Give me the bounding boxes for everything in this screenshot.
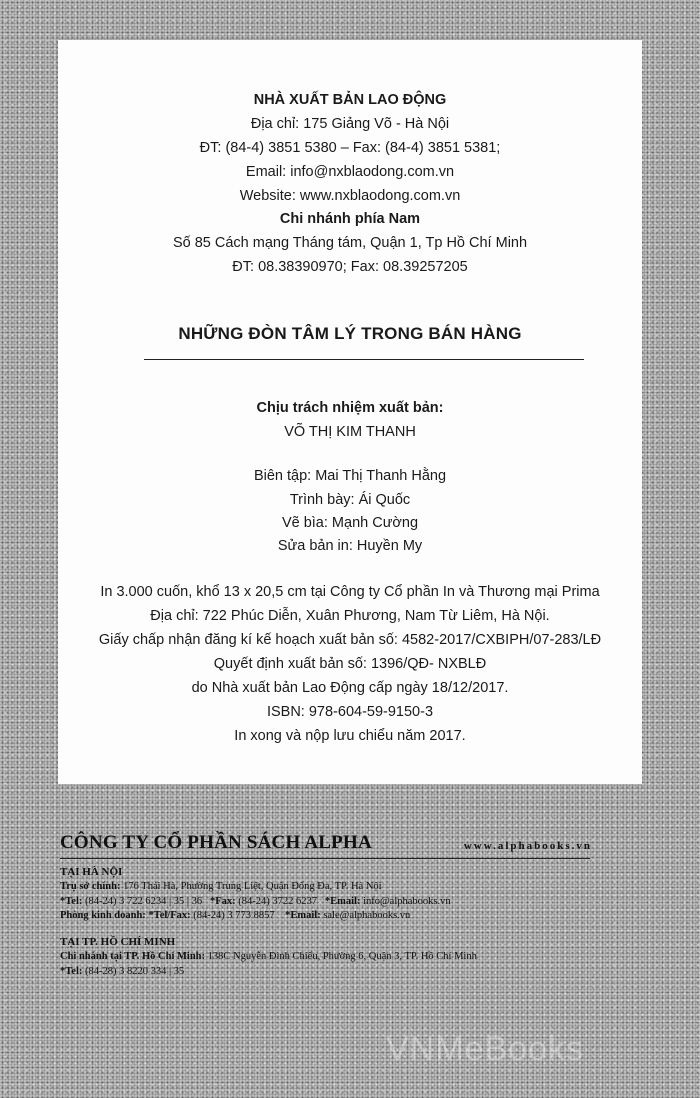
- title-divider: [144, 359, 584, 360]
- hanoi-fax-value: (84-24) 3722 6237: [238, 896, 317, 907]
- watermark-logo: VNMeBooks: [386, 1030, 584, 1068]
- sales-email-label: *Email:: [285, 910, 321, 921]
- publisher-address: Địa chỉ: 175 Giảng Võ - Hà Nội: [250, 116, 450, 132]
- sales-email-value: sale@alphabooks.vn: [323, 910, 411, 921]
- printing-line-4: Quyết định xuất bản số: 1396/QĐ- NXBLĐ: [213, 656, 487, 672]
- hanoi-title: TẠI HÀ NỘI: [60, 866, 123, 878]
- hcm-title: TẠI TP. HỒ CHÍ MINH: [60, 936, 176, 948]
- printing-line-7: In xong và nộp lưu chiểu năm 2017.: [234, 728, 466, 744]
- publisher-email: Email: info@nxblaodong.com.vn: [245, 164, 455, 180]
- hanoi-hq-value: 176 Thái Hà, Phường Trung Liệt, Quận Đống Đa, TP. Hà Nội: [123, 881, 382, 892]
- editor-credit: Biên tập: Mai Thị Thanh Hằng: [253, 468, 447, 484]
- hcm-tel-label: *Tel:: [60, 966, 83, 977]
- sales-tel-label: *Tel/Fax:: [148, 910, 191, 921]
- responsible-name: VÕ THỊ KIM THANH: [284, 424, 416, 440]
- hanoi-email-value: info@alphabooks.vn: [363, 896, 451, 907]
- company-name: CÔNG TY CỔ PHẦN SÁCH ALPHA: [60, 832, 372, 853]
- footer-divider: [60, 858, 590, 859]
- layout-credit: Trình bày: Ái Quốc: [289, 492, 411, 508]
- isbn: ISBN: 978-604-59-9150-3: [266, 704, 434, 720]
- sales-label: Phòng kinh doanh:: [60, 910, 146, 921]
- hcm-branch-value: 138C Nguyễn Đình Chiểu, Phường 6, Quận 3, TP. Hồ Chí Minh: [207, 951, 477, 962]
- sales-tel-value: (84-24) 3 773 8857: [193, 910, 275, 921]
- branch-title: Chi nhánh phía Nam: [279, 211, 421, 227]
- hanoi-contacts: [60, 896, 451, 907]
- hcm-branch-label: Chi nhánh tại TP. Hồ Chí Minh:: [60, 951, 206, 962]
- branch-address: Số 85 Cách mạng Tháng tám, Quận 1, Tp Hồ Chí Minh: [172, 235, 528, 251]
- printing-line-3: Giấy chấp nhận đăng kí kế hoạch xuất bản số: 4582-2017/CXBIPH/07-283/LĐ: [98, 632, 602, 648]
- branch-phone: ĐT: 08.38390970; Fax: 08.39257205: [232, 259, 468, 275]
- publisher-name: NHÀ XUẤT BẢN LAO ĐỘNG: [253, 92, 447, 108]
- printing-line-5: do Nhà xuất bản Lao Động cấp ngày 18/12/2017.: [191, 680, 509, 696]
- hanoi-hq: [60, 881, 382, 892]
- book-title: NHỮNG ĐÒN TÂM LÝ TRONG BÁN HÀNG: [178, 324, 522, 343]
- company-footer: [0, 818, 700, 998]
- printing-line-1: In 3.000 cuốn, khổ 13 x 20,5 cm tại Công ty Cổ phần In và Thương mại Prima: [100, 584, 600, 600]
- publisher-phone: ĐT: (84-4) 3851 5380 – Fax: (84-4) 3851 5381;: [199, 140, 501, 156]
- cover-credit: Vẽ bìa: Mạnh Cường: [281, 515, 419, 531]
- printing-line-2: Địa chỉ: 722 Phúc Diễn, Xuân Phương, Nam Từ Liêm, Hà Nội.: [150, 608, 550, 624]
- hanoi-email-label: *Email:: [324, 896, 361, 907]
- responsible-label: Chịu trách nhiệm xuất bản:: [256, 400, 444, 416]
- company-website: www.alphabooks.vn: [463, 840, 592, 852]
- sales-contacts: [60, 910, 410, 921]
- hanoi-fax-label: *Fax:: [209, 896, 236, 907]
- hcm-branch: [60, 951, 477, 962]
- hanoi-tel-value: (84-24) 3 722 6234 | 35 | 36: [85, 896, 203, 907]
- proofread-credit: Sửa bản in: Huyền My: [277, 538, 423, 554]
- hcm-contacts: [60, 966, 184, 977]
- hanoi-tel-label: *Tel:: [60, 896, 83, 907]
- hanoi-hq-label: Trụ sở chính:: [60, 881, 121, 892]
- hcm-tel-value: (84-28) 3 8220 334 | 35: [85, 966, 185, 977]
- publisher-website: Website: www.nxblaodong.com.vn: [239, 188, 461, 204]
- colophon-panel: [58, 40, 642, 784]
